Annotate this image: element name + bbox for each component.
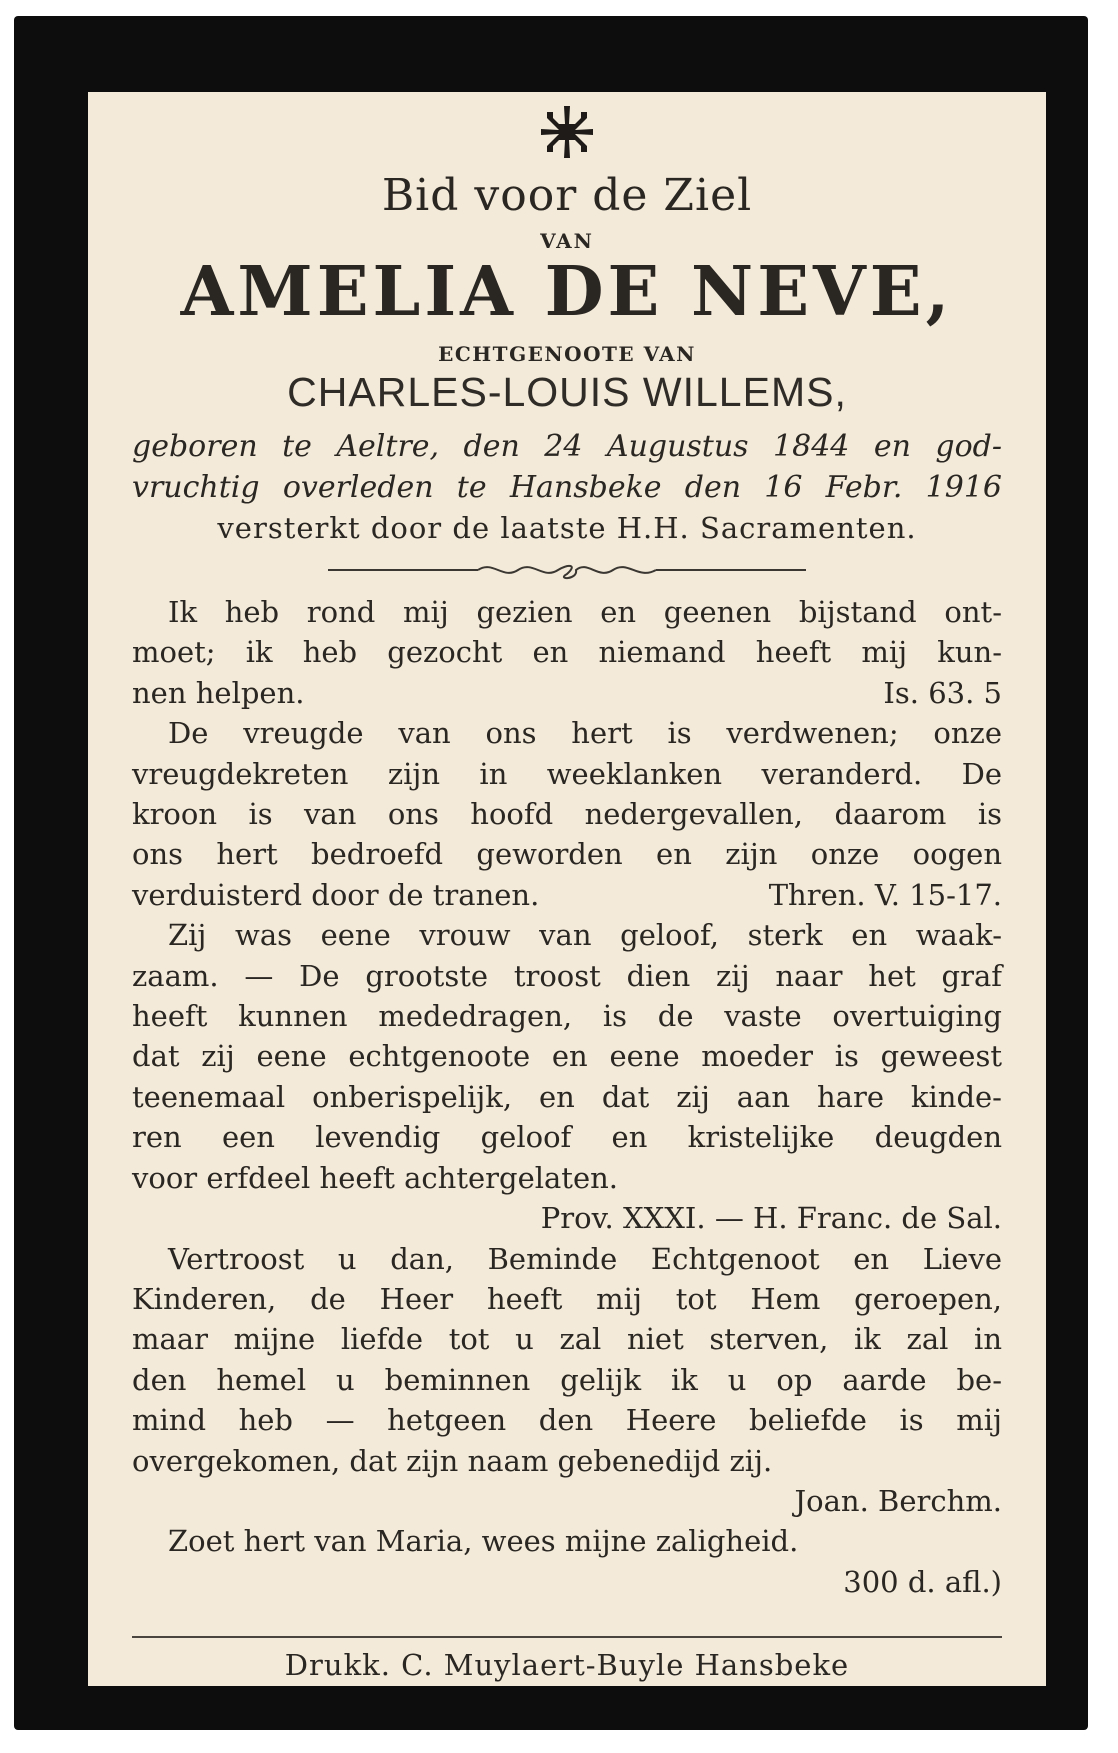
text-line: dat zij eene echtgenoote en eene moeder is geweest — [132, 1039, 1002, 1074]
van-label: VAN — [540, 229, 594, 253]
text-line: ons hert bedroefd geworden en zijn onze oogen — [132, 837, 1002, 872]
reference: Is. 63. 5 — [883, 675, 1002, 710]
text-line: moet; ik heb gezocht en niemand heeft mij kun- — [132, 635, 1002, 670]
spouse-label: ECHTGENOOTE VAN — [438, 342, 696, 366]
memorial-card-border — [14, 16, 1088, 1730]
text-line: Vertroost u dan, Beminde Echtgenoot en Lieve — [168, 1241, 1002, 1276]
text-line: overgekomen, dat zijn naam gebenedijd zij. — [132, 1443, 773, 1478]
scripture-text — [132, 592, 1002, 1602]
text-line: mind heb — hetgeen den Heere beliefde is mij — [132, 1403, 1002, 1438]
text-line — [132, 673, 1002, 713]
birth-line: geboren te Aeltre, den 24 Augustus 1844 en god- — [132, 429, 1002, 464]
text-segment: verduisterd door de tranen. — [132, 877, 540, 912]
text-line: maar mijne liefde tot u zal niet sterven, ik zal in — [132, 1322, 1002, 1357]
text-line: ren een levendig geloof en kristelijke deugden — [132, 1120, 1002, 1155]
text-line: Ik heb rond mij gezien en geenen bijstand ont- — [168, 595, 1002, 629]
text-line: Zoet hert van Maria, wees mijne zaligheid. — [168, 1524, 799, 1559]
text-line: teenemaal onberispelijk, en dat zij aan hare kinde- — [132, 1079, 1002, 1114]
text-line: zaam. — De grootste troost dien zij naar het graf — [132, 958, 1002, 993]
text-line: vreugdekreten zijn in weeklanken veranderd. De — [132, 756, 1002, 791]
text-line: Kinderen, de Heer heeft mij tot Hem geroepen, — [132, 1281, 1002, 1316]
text-segment: nen helpen. — [132, 675, 305, 710]
deceased-name: AMELIA DE NEVE, — [180, 252, 954, 332]
prayer-heading: Bid voor de Ziel — [381, 170, 753, 221]
spouse-name: CHARLES-LOUIS WILLEMS, — [287, 369, 847, 415]
footer-divider — [132, 1636, 1002, 1638]
reference: Joan. Berchm. — [794, 1483, 1002, 1518]
text-line: kroon is van ons hoofd nedergevallen, daarom is — [132, 797, 1002, 832]
sacraments-line: versterkt door de laatste H.H. Sacramenten. — [217, 511, 917, 545]
printer-credit: Drukk. C. Muylaert-Buyle Hansbeke — [284, 1648, 850, 1682]
text-line: De vreugde van ons hert is verdwenen; onze — [168, 716, 1002, 751]
memorial-card-paper — [88, 92, 1046, 1686]
death-line: vruchtig overleden te Hansbeke den 16 Febr. 1916 — [132, 470, 1002, 505]
reference: 300 d. afl.) — [843, 1564, 1002, 1599]
text-line: voor erfdeel heeft achtergelaten. — [132, 1160, 619, 1195]
reference: Thren. V. 15-17. — [768, 877, 1002, 912]
ornament-divider — [328, 560, 806, 580]
text-line: heeft kunnen mededragen, is de vaste overtuiging — [132, 999, 1002, 1034]
cross-icon — [537, 102, 597, 162]
text-line: Zij was eene vrouw van geloof, sterk en waak- — [168, 918, 1002, 953]
reference: Prov. XXXI. — H. Franc. de Sal. — [540, 1201, 1002, 1236]
text-line — [132, 875, 1002, 915]
text-line: den hemel u beminnen gelijk ik u op aarde be- — [132, 1362, 1002, 1397]
